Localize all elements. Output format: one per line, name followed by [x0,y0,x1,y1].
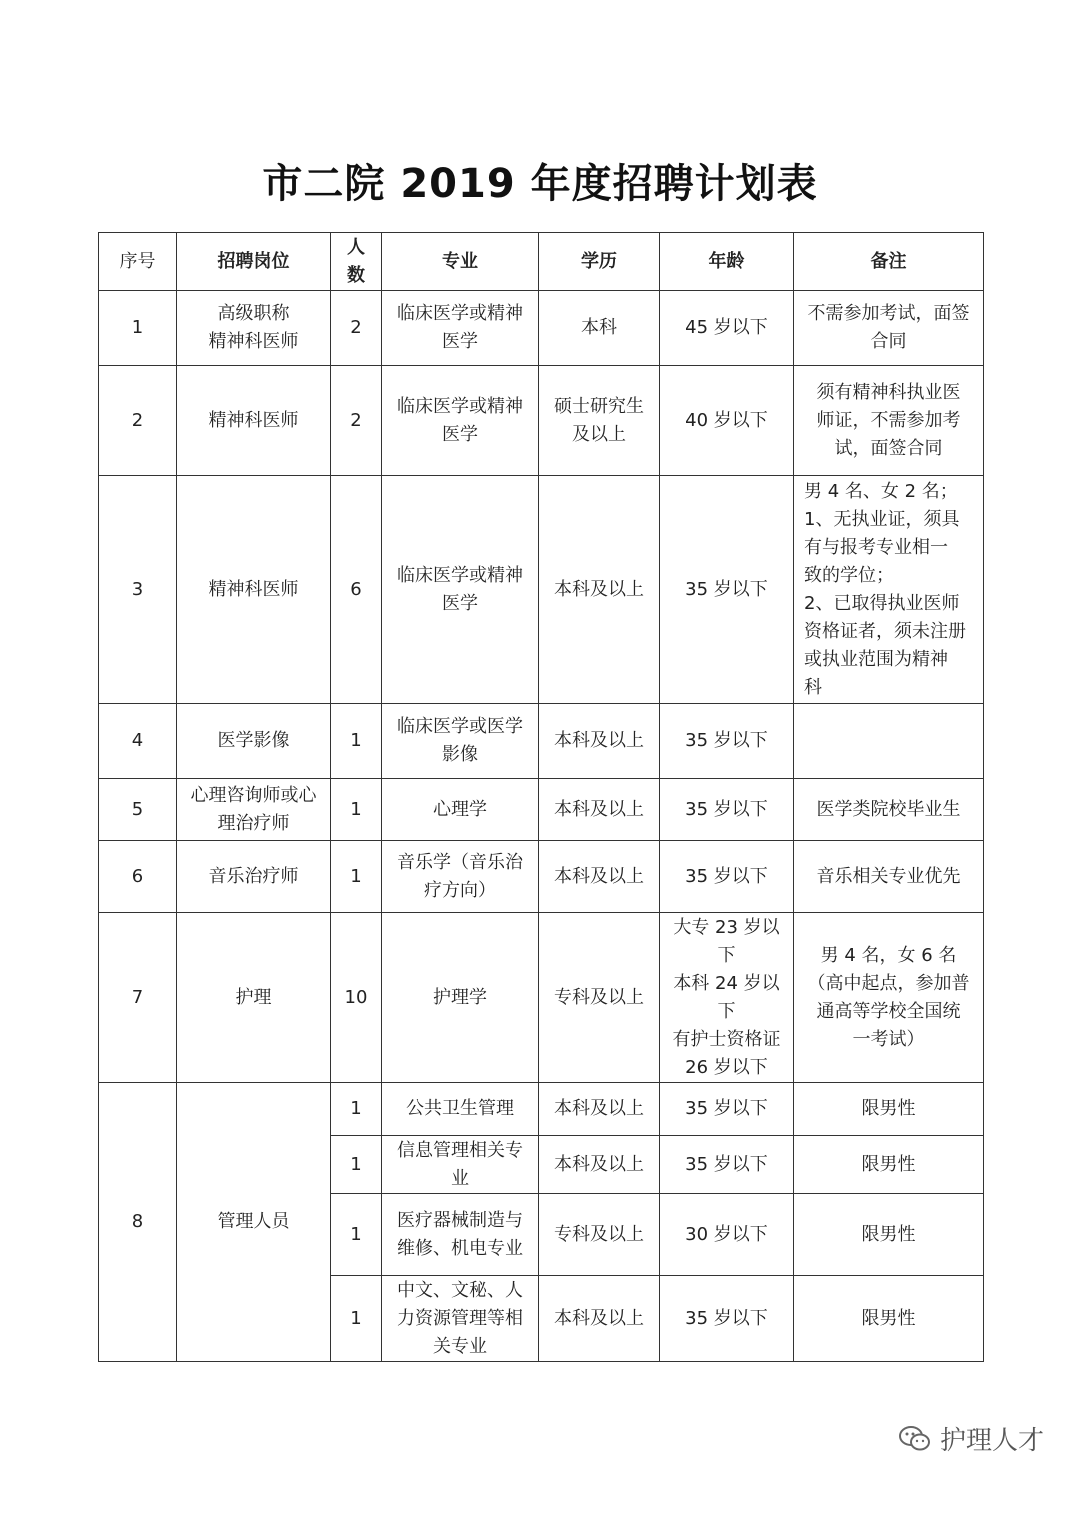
cell-age [660,1136,794,1194]
cell-education-line: 本科及以上 [554,798,644,820]
cell-age-line: 大专 23 岁以 [673,916,780,938]
cell-age-line: 26 岁以下 [685,1056,768,1078]
header-post: 招聘岗位 [177,233,331,291]
cell-post-line: 管理人员 [217,1211,290,1232]
cell-post-line: 精神科医师 [208,409,299,431]
cell-major [382,1136,539,1194]
cell-major-line: 力资源管理等相 [397,1307,523,1329]
cell-age [660,1276,794,1362]
cell-seq [99,476,177,704]
cell-post [177,366,331,476]
cell-seq [99,779,177,841]
cell-age [660,366,794,476]
cell-count [331,704,382,779]
table-row [99,704,984,779]
cell-education-line: 本科及以上 [554,865,644,887]
table-row [99,1083,984,1136]
cell-age-line: 35 岁以下 [685,1098,768,1119]
cell-age-line: 下 [717,944,736,966]
header-major: 专业 [382,233,539,291]
cell-major [382,841,539,913]
cell-remark-line: 致的学位； [804,564,894,586]
cell-seq-line: 2 [131,409,144,431]
cell-major [382,291,539,366]
cell-seq [99,291,177,366]
cell-education [539,779,660,841]
cell-major-line: 临床医学或精神 [397,564,523,586]
cell-post [177,704,331,779]
cell-major-line: 音乐学（音乐治 [397,851,523,873]
cell-remark [794,913,984,1083]
cell-major-line: 公共卫生管理 [406,1098,514,1119]
cell-remark-line: 限男性 [861,1098,916,1119]
cell-count-line: 1 [350,1153,362,1175]
recruitment-table [98,232,984,1362]
cell-count-line: 1 [350,1307,362,1329]
cell-remark-line: 有与报考专业相一 [804,536,948,558]
cell-post-line: 护理 [235,986,272,1008]
cell-education-line: 本科及以上 [554,1153,644,1175]
cell-age-line: 45 岁以下 [685,317,768,338]
cell-education [539,1083,660,1136]
cell-education [539,366,660,476]
cell-major-line: 医学 [442,423,478,445]
cell-count [331,841,382,913]
cell-age-line: 35 岁以下 [685,1153,768,1175]
cell-remark [794,841,984,913]
cell-major [382,476,539,704]
cell-education-line: 专科及以上 [554,986,644,1008]
cell-remark [794,1194,984,1276]
cell-remark [794,1136,984,1194]
cell-count [331,1276,382,1362]
cell-education-line: 硕士研究生 [554,395,644,417]
cell-age-line: 下 [717,1000,736,1022]
cell-count-line: 1 [350,730,362,751]
cell-seq-line: 3 [131,578,144,600]
cell-count [331,779,382,841]
cell-education-line: 本科及以上 [554,578,644,600]
cell-remark-line: 音乐相关专业优先 [816,865,961,887]
cell-seq-line: 4 [131,730,144,751]
cell-education [539,913,660,1083]
cell-education-line: 本科 [581,317,617,338]
cell-seq [99,913,177,1083]
cell-count-line: 10 [344,986,368,1008]
header-row [99,233,984,291]
cell-age-line: 40 岁以下 [685,409,768,431]
cell-post-line: 高级职称 [217,303,290,324]
cell-major-line: 信息管理相关专 [397,1139,523,1161]
cell-remark-line: 不需参加考试，面签 [807,303,970,324]
table-body [99,291,984,1362]
cell-remark [794,1083,984,1136]
cell-count-line: 6 [350,578,362,600]
cell-remark-line: 科 [804,676,822,698]
cell-count [331,366,382,476]
cell-remark-line: 男 4 名，女 6 名 [820,944,957,966]
cell-post-line: 理治疗师 [217,812,290,834]
cell-count [331,913,382,1083]
cell-age [660,841,794,913]
cell-post-line: 精神科医师 [208,578,299,600]
cell-major-line: 影像 [442,744,478,765]
cell-remark-line: 须有精神科执业医 [816,381,961,403]
cell-age [660,913,794,1083]
cell-seq [99,841,177,913]
cell-seq-line: 1 [131,317,144,338]
page-title: 市二院 2019 年度招聘计划表 [262,161,818,207]
cell-count [331,1136,382,1194]
cell-remark-line: 限男性 [861,1307,916,1329]
cell-remark-line: 男 4 名、女 2 名； [804,480,958,502]
cell-education-line: 专科及以上 [554,1223,644,1245]
cell-education [539,841,660,913]
cell-remark-line: 资格证者，须未注册 [804,620,966,642]
cell-count [331,476,382,704]
cell-education [539,1136,660,1194]
header-count-a: 人 [347,236,365,258]
cell-post-line: 音乐治疗师 [208,865,299,887]
cell-major [382,366,539,476]
cell-seq [99,1083,177,1362]
cell-post [177,291,331,366]
cell-major-line: 医疗器械制造与 [397,1209,523,1231]
header-seq: 序号 [99,233,177,291]
cell-age [660,779,794,841]
cell-major-line: 医学 [442,331,478,352]
cell-remark-line: 医学类院校毕业生 [816,798,961,820]
cell-education [539,476,660,704]
cell-count [331,1194,382,1276]
cell-education [539,1194,660,1276]
cell-education-line: 本科及以上 [554,730,644,751]
header-education: 学历 [539,233,660,291]
cell-major [382,913,539,1083]
cell-remark-line: 一考试） [852,1028,925,1050]
cell-major [382,1194,539,1276]
cell-count-line: 1 [350,1223,362,1245]
cell-major-line: 业 [451,1167,469,1189]
cell-count-line: 1 [350,865,362,887]
cell-remark [794,366,984,476]
header-count-b: 数 [347,264,365,286]
cell-major-line: 心理学 [433,798,487,820]
cell-remark-line: 合同 [870,331,907,352]
cell-seq-line: 6 [131,865,144,887]
wechat-icon [898,1422,932,1456]
cell-education [539,704,660,779]
cell-education-line: 本科及以上 [554,1307,644,1329]
cell-count-line: 2 [350,409,362,431]
table-row [99,366,984,476]
cell-seq-line: 7 [131,986,144,1008]
cell-remark-line: 师证，不需参加考 [816,409,961,431]
cell-count [331,1083,382,1136]
cell-post-line: 心理咨询师或心 [190,784,317,806]
header-remark: 备注 [794,233,984,291]
cell-education-line: 及以上 [572,423,626,445]
cell-major-line: 中文、文秘、人 [397,1279,523,1301]
cell-seq-line: 5 [131,798,144,820]
cell-post [177,1083,331,1362]
cell-post [177,779,331,841]
cell-count-line: 1 [350,798,362,820]
cell-major [382,779,539,841]
cell-major [382,704,539,779]
cell-count-line: 2 [350,317,362,338]
cell-age [660,1194,794,1276]
cell-age-line: 有护士资格证 [672,1028,781,1050]
cell-age [660,291,794,366]
cell-education-line: 本科及以上 [554,1098,644,1119]
cell-post-line: 精神科医师 [208,331,299,352]
cell-major-line: 医学 [442,592,478,614]
header-count [331,233,382,291]
cell-seq-line: 8 [131,1211,144,1232]
table-row [99,779,984,841]
cell-remark-line: （高中起点，参加普 [807,972,970,994]
cell-post [177,913,331,1083]
cell-major-line: 疗方向） [424,879,496,901]
cell-remark [794,476,984,704]
watermark [898,1420,1044,1457]
cell-major-line: 关专业 [433,1335,487,1357]
cell-seq [99,704,177,779]
cell-education [539,1276,660,1362]
cell-age-line: 35 岁以下 [685,1307,768,1329]
table-row [99,913,984,1083]
cell-remark-line: 试，面签合同 [834,437,943,459]
cell-post [177,476,331,704]
table-row [99,841,984,913]
cell-age-line: 35 岁以下 [685,798,768,820]
cell-education [539,291,660,366]
cell-major-line: 临床医学或精神 [397,303,523,324]
cell-age [660,1083,794,1136]
cell-remark-line: 限男性 [861,1153,916,1175]
table-row [99,476,984,704]
cell-remark-line: 限男性 [861,1223,916,1245]
table-row [99,291,984,366]
cell-count [331,291,382,366]
cell-age-line: 35 岁以下 [685,578,768,600]
cell-major-line: 维修、机电专业 [397,1237,523,1259]
cell-remark [794,779,984,841]
cell-remark [794,1276,984,1362]
cell-seq [99,366,177,476]
cell-age-line: 35 岁以下 [685,865,768,887]
cell-major [382,1083,539,1136]
cell-post [177,841,331,913]
header-age: 年龄 [660,233,794,291]
cell-remark [794,291,984,366]
cell-age-line: 30 岁以下 [685,1223,768,1245]
cell-age [660,476,794,704]
cell-remark-line: 或执业范围为精神 [804,648,948,670]
cell-post-line: 医学影像 [217,730,290,751]
cell-age-line: 35 岁以下 [685,730,768,751]
watermark-text: 护理人才 [939,1426,1044,1456]
cell-major [382,1276,539,1362]
cell-age-line: 本科 24 岁以 [673,972,780,994]
cell-major-line: 临床医学或精神 [397,395,523,417]
cell-count-line: 1 [350,1098,362,1119]
cell-remark-line: 1、无执业证，须具 [804,508,960,530]
cell-major-line: 临床医学或医学 [397,716,523,737]
cell-remark-line: 通高等学校全国统 [816,1000,961,1022]
cell-remark-line: 2、已取得执业医师 [804,592,960,614]
cell-major-line: 护理学 [433,986,487,1008]
cell-remark [794,704,984,779]
cell-age [660,704,794,779]
